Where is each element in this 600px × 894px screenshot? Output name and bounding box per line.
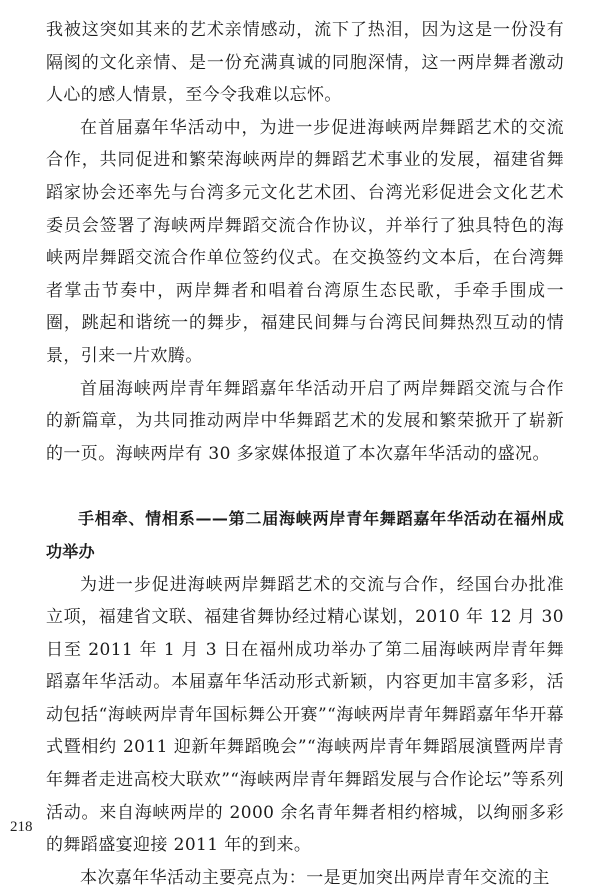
page-body [46,14,564,894]
section-heading: 手相牵、情相系——第二届海峡两岸青年舞蹈嘉年华活动在福州成功举办 [46,509,564,561]
paragraph-signing-ceremony: 在首届嘉年华活动中，为进一步促进海峡两岸舞蹈艺术的交流合作，共同促进和繁荣海峡两岸的舞蹈艺术事业的发展，福建省舞蹈家协会还率先与台湾多元文化艺术团、台湾光彩促进会文化艺术委员会签署了海峡两岸舞蹈交流合作协议，并举行了独具特色的海峡两岸舞蹈交流合作单位签约仪式。在交换签约文本后，在台湾舞者掌击节奏中，两岸舞者和唱着台湾原生态民歌，手牵手围成一圈，跳起和谐统一的舞步，福建民间舞与台湾民间舞热烈互动的情景，引来一片欢腾。 [46,117,564,366]
paragraph-continuation: 我被这突如其来的艺术亲情感动，流下了热泪，因为这是一份没有隔阂的文化亲情、是一份充满真诚的同胞深情，这一两岸舞者激动人心的感人情景，至今令我难以忘怀。 [46,20,564,106]
page-number: 218 [10,819,33,835]
section-spacer [46,470,564,503]
paragraph-first-carnival-summary: 首届海峡两岸青年舞蹈嘉年华活动开启了两岸舞蹈交流与合作的新篇章，为共同推动两岸中华舞蹈艺术的发展和繁荣掀开了崭新的一页。海峡两岸有 30 多家媒体报道了本次嘉年华活动的盛况。 [46,378,564,464]
paragraph-highlights: 本次嘉年华活动主要亮点为：一是更加突出两岸青年交流的主 [80,867,550,888]
paragraph-second-carnival: 为进一步促进海峡两岸舞蹈艺术的交流与合作，经国台办批准立项，福建省文联、福建省舞协经过精心谋划，2010 年 12 月 30 日至 2011 年 1 月 3 日在福州成功举办了第二届海峡两岸青年舞蹈嘉年华活动。本届嘉年华活动形式新颖，内容更加丰富多彩，活动包括“海峡两岸青年国标舞公开赛”“海峡两岸青年舞蹈嘉年华开幕式暨相约 2011 迎新年舞蹈晚会”“海峡两岸青年舞蹈展演暨两岸青年舞者走进高校大联欢”“海峡两岸青年舞蹈发展与合作论坛”等系列活动。来自海峡两岸的 2000 余名青年舞者相约榕城，以绚丽多彩的舞蹈盛宴迎接 2011 年的到来。 [46,574,564,856]
